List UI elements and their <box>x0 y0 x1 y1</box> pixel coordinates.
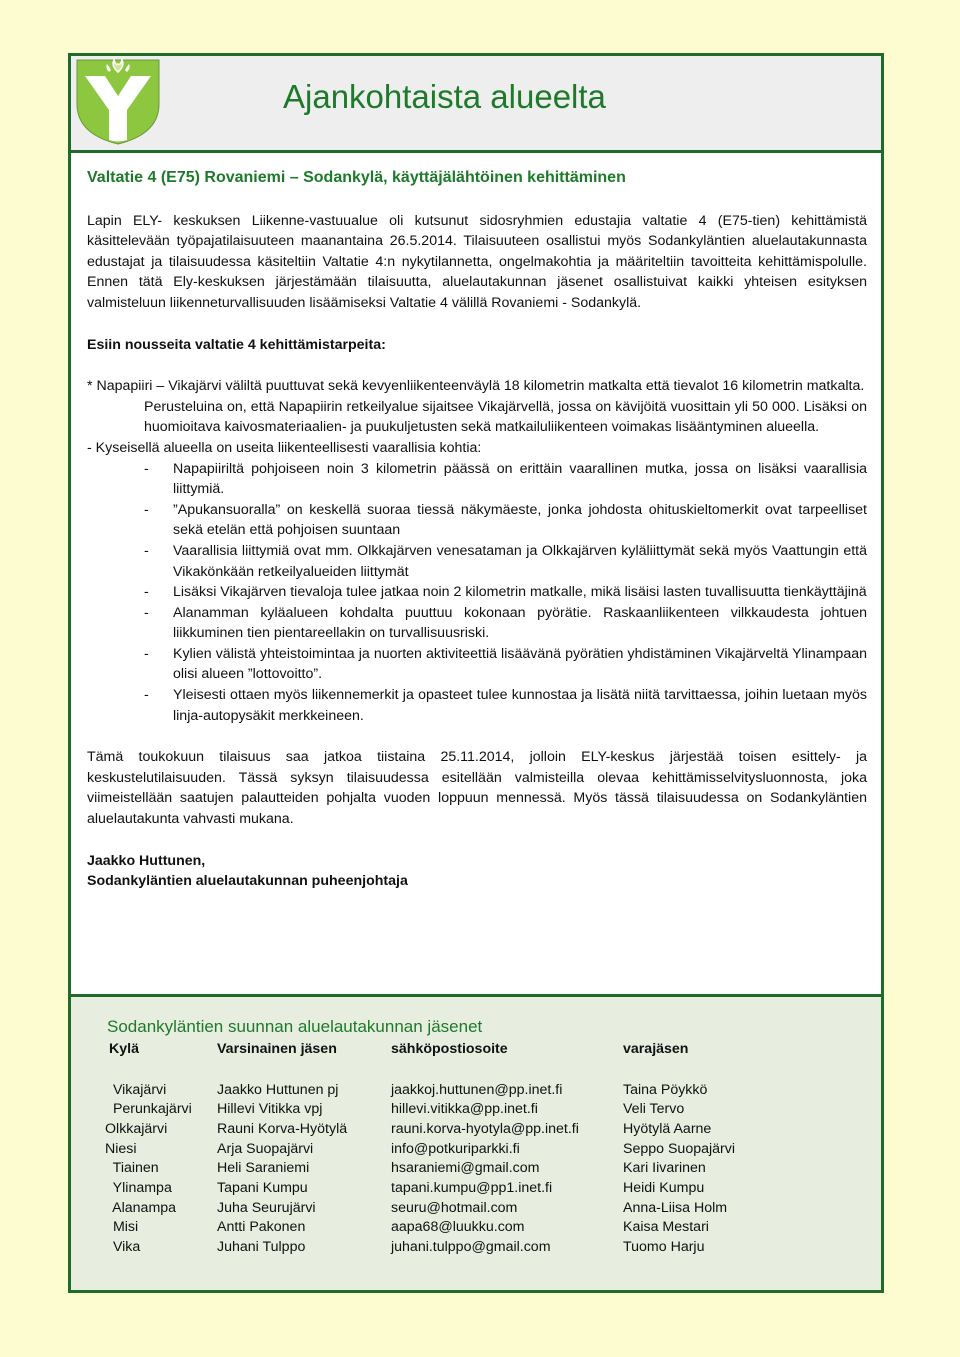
village-cell: Misi <box>109 1219 139 1236</box>
table-row <box>109 1178 763 1198</box>
deputy-cell: Taina Pöykkö <box>623 1081 708 1098</box>
deputy-cell: Hyötylä Aarne <box>623 1120 712 1137</box>
deputy-cell: Veli Tervo <box>623 1101 685 1118</box>
column-header: varajäsen <box>623 1041 689 1057</box>
deputy-cell: Seppo Suopajärvi <box>623 1140 736 1157</box>
email-cell: rauni.korva-hyotyla@pp.inet.fi <box>391 1120 579 1137</box>
village-cell: Tiainen <box>109 1160 159 1177</box>
member-cell: Juhani Tulppo <box>217 1239 306 1256</box>
member-cell: Tapani Kumpu <box>217 1179 308 1196</box>
village-cell: Vika <box>109 1239 141 1256</box>
coat-of-arms-icon <box>75 58 161 146</box>
column-header: Kylä <box>109 1041 139 1057</box>
table-row <box>109 1218 763 1238</box>
email-cell: juhani.tulppo@gmail.com <box>391 1239 551 1256</box>
intro-paragraph: Lapin ELY- keskuksen Liikenne-vastuualue oli kutsunut sidosryhmien edustajia valtatie 4 (E75-tien) kehittämistä käsittelevään työpajatilaisuuteen maanantaina 26.5.2014. Tilaisuuteen osallistui myös Sodankyläntien aluelautakunnasta edustajat ja tilaisuudessa käsiteltiin Valtatie 4:n nykytilannetta, ongelmakohtia ja määriteltiin tavoitteita kehittämispolulle. Ennen tätä Ely-keskuksen järjestämään tilaisuutta, aluelautakunnan jäsenet osallistuivat kaikki yhteisen esityksen valmisteluun liikenneturvallisuuden lisäämiseksi Valtatie 4 välillä Rovaniemi - Sodankylä. <box>87 212 867 311</box>
table-row <box>109 1080 763 1100</box>
deputy-cell: Anna-Liisa Holm <box>623 1199 728 1216</box>
table-row <box>109 1237 763 1257</box>
deputy-cell: Kaisa Mestari <box>623 1219 709 1236</box>
village-cell: Vikajärvi <box>109 1081 167 1098</box>
table-header-row <box>109 1038 763 1060</box>
members-section <box>71 997 881 1290</box>
email-cell: jaakkoj.huttunen@pp.inet.fi <box>391 1081 563 1098</box>
deputy-cell: Heidi Kumpu <box>623 1179 705 1196</box>
village-cell: Perunkajärvi <box>109 1101 192 1118</box>
list-dash: - <box>144 460 149 477</box>
list-item: - Napapiiriltä pohjoiseen noin 3 kilometrin päässä on erittäin vaarallinen mutka, jossa on lisäksi vaarallisia liittymiä. <box>87 459 867 500</box>
email-cell: aapa68@luukku.com <box>391 1219 525 1236</box>
article-heading: Valtatie 4 (E75) Rovaniemi – Sodankylä, käyttäjälähtöinen kehittäminen <box>87 169 626 186</box>
reasoning-paragraph: Perusteluina on, että Napapiirin retkeilyalue sijaitsee Vikajärvellä, jossa on kävijöitä vuosittain yli 50 000. Lisäksi on huomioitava kaivosmateriaalien- ja puukuljetusten sekä matkailuliikenteen voimakas lisääntyminen alueella. <box>144 398 867 436</box>
signature-name: Jaakko Huttunen, <box>87 852 206 869</box>
list-dash: - <box>144 501 149 518</box>
village-cell: Ylinampa <box>109 1179 172 1196</box>
list-dash: - <box>144 687 149 704</box>
village-cell: Niesi <box>105 1140 137 1157</box>
document-frame <box>68 53 884 1293</box>
table-row <box>109 1139 763 1159</box>
column-header: sähköpostiosoite <box>391 1041 508 1057</box>
table-row <box>109 1158 763 1178</box>
table-row <box>109 1119 763 1139</box>
page-title: Ajankohtaista alueelta <box>283 78 606 115</box>
table-row <box>109 1099 763 1119</box>
email-cell: info@potkuriparkki.fi <box>391 1140 520 1157</box>
village-cell: Alanampa <box>109 1199 177 1216</box>
email-cell: hsaraniemi@gmail.com <box>391 1160 540 1177</box>
list-item: - Alanamman kyläalueen kohdalta puuttuu kokonaan pyörätie. Raskaanliikenteen vilkkaudesta johtuen liikkuminen tien pientareellakin on turvallisuusriski. <box>87 603 867 644</box>
member-cell: Hillevi Vitikka vpj <box>217 1101 323 1118</box>
needs-heading: Esiin nousseita valtatie 4 kehittämistarpeita: <box>87 336 386 353</box>
table-row <box>109 1198 763 1218</box>
member-cell: Antti Pakonen <box>217 1219 306 1236</box>
deputy-cell: Tuomo Harju <box>623 1239 705 1256</box>
members-table <box>105 1038 763 1257</box>
member-cell: Heli Saraniemi <box>217 1160 310 1177</box>
member-cell: Juha Seurujärvi <box>217 1199 316 1216</box>
header <box>71 56 881 153</box>
list-dash: - <box>144 645 149 662</box>
list-dash: - <box>144 542 149 559</box>
deputy-cell: Kari Iivarinen <box>623 1160 706 1177</box>
village-cell: Olkkajärvi <box>105 1120 168 1137</box>
email-cell: hillevi.vitikka@pp.inet.fi <box>391 1101 538 1118</box>
signature-title: Sodankyläntien aluelautakunnan puheenjohtaja <box>87 873 408 890</box>
column-header: Varsinainen jäsen <box>217 1041 337 1057</box>
member-cell: Arja Suopajärvi <box>217 1140 314 1157</box>
list-item: - Yleisesti ottaen myös liikennemerkit ja opasteet tulee kunnostaa ja lisätä niitä tarvittaessa, joihin luetaan myös linja-autopysäkit merkkeineen. <box>87 685 867 726</box>
list-item: - Vaarallisia liittymiä ovat mm. Olkkajärven venesataman ja Olkkajärven kyläliittymät sekä myös Vaattungin että Vikakönkään retkeilyalueiden liittymät <box>87 541 867 582</box>
star-item: * Napapiiri – Vikajärvi väliltä puuttuvat sekä kevyenliikenteenväylä 18 kilometrin matkalta että tievalot 16 kilometrin matkalta. <box>87 378 865 395</box>
list-dash: - <box>144 604 149 621</box>
list-item: - Lisäksi Vikajärven tievaloja tulee jatkaa noin 2 kilometrin matkalle, mikä lisäisi lasten tuvallisuutta tienkäyttäjinä <box>87 582 867 603</box>
members-title: Sodankyläntien suunnan aluelautakunnan jäsenet <box>107 1017 483 1036</box>
dangers-intro: - Kyseisellä alueella on useita liikenteellisesti vaarallisia kohtia: <box>87 439 482 456</box>
email-cell: tapani.kumpu@pp1.inet.fi <box>391 1179 553 1196</box>
member-cell: Rauni Korva-Hyötylä <box>217 1120 348 1137</box>
closing-paragraph: Tämä toukokuun tilaisuus saa jatkoa tiistaina 25.11.2014, jolloin ELY-keskus järjestää toisen esittely- ja keskustelutilaisuuden. Tässä syksyn tilaisuudessa esitellään valmisteilla olevaa kehittämisselvitysluonnosta, joka viimeistellään saatujen palautteiden pohjalta vuoden loppuun mennessä. Myös tässä tilaisuudessa on Sodankyläntien aluelautakunta vahvasti mukana. <box>87 749 867 828</box>
list-dash: - <box>144 584 149 601</box>
article-body <box>87 164 867 892</box>
list-item: - Kylien välistä yhteistoimintaa ja nuorten aktiviteettiä lisäävänä pyörätien yhdistäminen Vikajärveltä Ylinampaan olisi alueen ”lottovoitto”. <box>87 644 867 685</box>
list-item: - ”Apukansuoralla” on keskellä suoraa tiessä näkymäeste, jonka johdosta ohituskieltomerkit ovat tarpeelliset sekä etelän että pohjoisen suuntaan <box>87 500 867 541</box>
member-cell: Jaakko Huttunen pj <box>217 1081 339 1098</box>
email-cell: seuru@hotmail.com <box>391 1199 518 1216</box>
